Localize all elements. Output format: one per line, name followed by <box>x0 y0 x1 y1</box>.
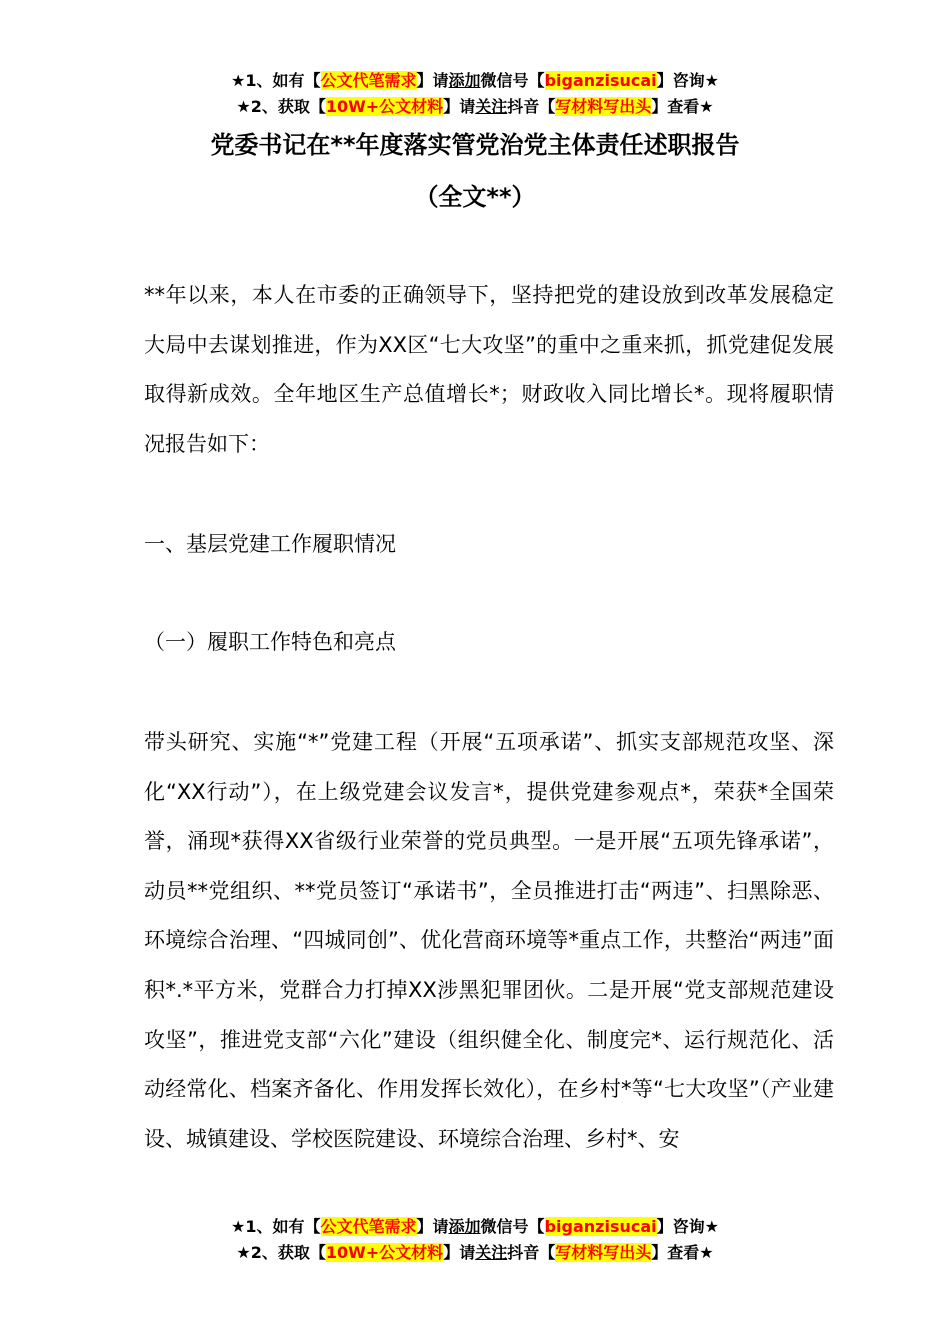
banner-line-2 <box>0 1240 950 1266</box>
document-subtitle: （全文**） <box>414 183 536 211</box>
banner-highlight: 10W+公文材料 <box>325 1243 444 1262</box>
intro-paragraph: **年以来，本人在市委的正确领导下，坚持把党的建设放到改革发展稳定大局中去谋划推进，作为XX区“七大攻坚”的重中之重来抓，抓党建促发展取得新成效。全年地区生产总值增长*；财政收入同比增长*。现将履职情况报告如下： <box>144 283 834 456</box>
banner-wechat-id: biganzisucai <box>544 71 657 90</box>
banner-wechat-id: biganzisucai <box>544 1217 657 1236</box>
banner-text: ★2、获取【 <box>236 1243 326 1262</box>
banner-douyin-id: 写材料写出头 <box>555 1243 652 1262</box>
banner-text: ★2、获取【 <box>236 97 326 116</box>
banner-text: 】咨询★ <box>656 71 719 90</box>
banner-douyin-id: 写材料写出头 <box>555 97 652 116</box>
banner-underlined: 关注 <box>475 1243 508 1262</box>
banner-text: 抖音【 <box>507 97 556 116</box>
banner-text: 微信号【 <box>480 1217 545 1236</box>
footer-banner <box>0 1214 950 1266</box>
banner-text: 】查看★ <box>651 97 714 116</box>
section-heading: 一、基层党建工作履职情况 <box>144 532 396 556</box>
document-title: 党委书记在**年度落实管党治党主体责任述职报告 <box>210 131 740 159</box>
banner-underlined: 添加 <box>448 1217 481 1236</box>
banner-underlined: 添加 <box>448 71 481 90</box>
banner-line-2 <box>0 94 950 120</box>
header-banner <box>0 68 950 120</box>
banner-text: 】请 <box>443 1243 476 1262</box>
banner-text: ★1、如有【 <box>231 71 321 90</box>
banner-line-1 <box>0 68 950 94</box>
banner-text: 】请 <box>416 71 449 90</box>
banner-underlined: 关注 <box>475 97 508 116</box>
banner-text: ★1、如有【 <box>231 1217 321 1236</box>
banner-line-1 <box>0 1214 950 1240</box>
banner-text: 微信号【 <box>480 71 545 90</box>
banner-highlight: 10W+公文材料 <box>325 97 444 116</box>
banner-text: 】咨询★ <box>656 1217 719 1236</box>
subsection-heading: （一）履职工作特色和亮点 <box>144 630 396 654</box>
banner-highlight: 公文代笔需求 <box>320 71 417 90</box>
body-paragraph: 带头研究、实施“*”党建工程（开展“五项承诺”、抓实支部规范攻坚、深化“XX行动”），在上级党建会议发言*，提供党建参观点*，荣获*全国荣誉，涌现*获得XX省级行业荣誉的党员典型。一是开展“五项先锋承诺”，动员**党组织、**党员签订“承诺书”，全员推进打击“两违”、扫黑除恶、环境综合治理、“四城同创”、优化营商环境等*重点工作，共整治“两违”面积*.*平方米，党群合力打掉XX涉黑犯罪团伙。二是开展“党支部规范建设攻坚”，推进党支部“六化”建设（组织健全化、制度完*、运行规范化、活动经常化、档案齐备化、作用发挥长效化），在乡村*等“七大攻坚”（产业建设、城镇建设、学校医院建设、环境综合治理、乡村*、安 <box>144 730 834 1151</box>
banner-text: 】请 <box>416 1217 449 1236</box>
banner-text: 】请 <box>443 97 476 116</box>
banner-highlight: 公文代笔需求 <box>320 1217 417 1236</box>
banner-text: 抖音【 <box>507 1243 556 1262</box>
banner-text: 】查看★ <box>651 1243 714 1262</box>
